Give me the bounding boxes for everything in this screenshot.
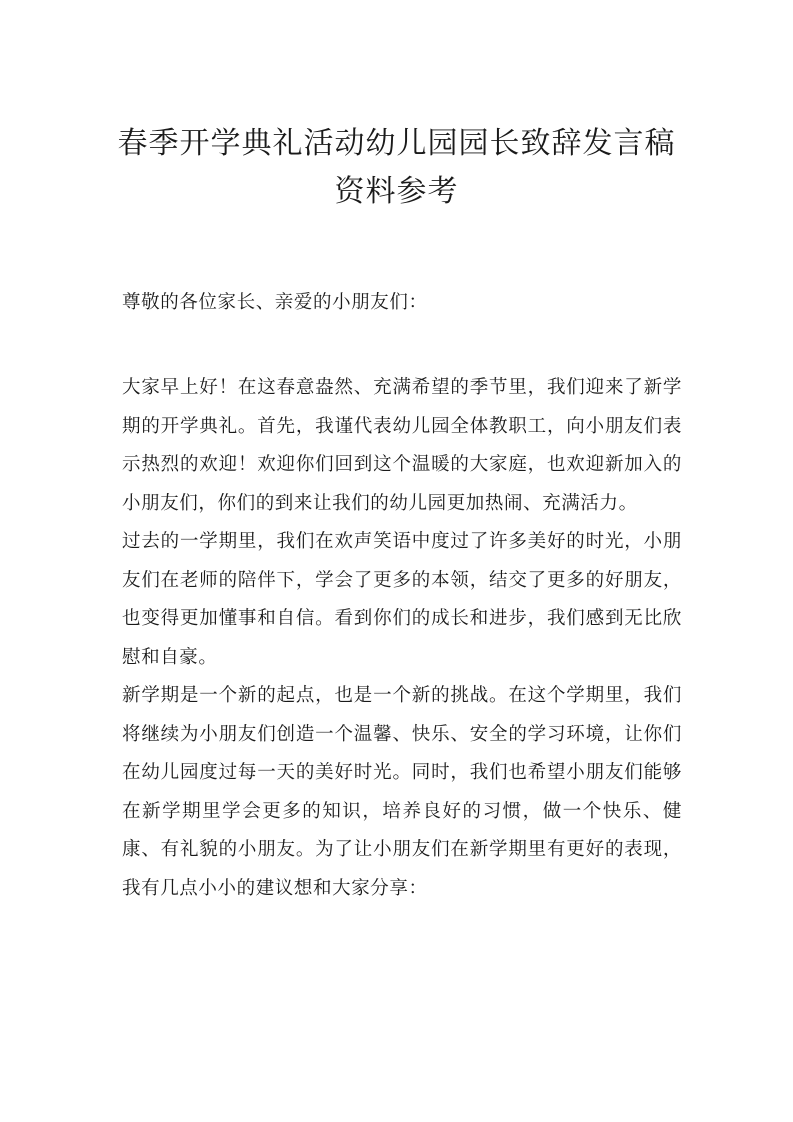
paragraph-greeting: 大家早上好！在这春意盎然、充满希望的季节里，我们迎来了新学期的开学典礼。首先，我谨代表幼儿园全体教职工，向小朋友们表示热烈的欢迎！欢迎你们回到这个温暖的大家庭，也欢迎新加入的小朋友们，你们的到来让我们的幼儿园更加热闹、充满活力。 bbox=[122, 377, 682, 514]
body-paragraphs bbox=[122, 369, 682, 908]
document-subtitle: 资料参考 bbox=[334, 174, 459, 209]
paragraph-last-term: 过去的一学期里，我们在欢声笑语中度过了许多美好的时光，小朋友们在老师的陪伴下，学会了更多的本领，结交了更多的好朋友，也变得更加懂事和自信。看到你们的成长和进步，我们感到无比欣慰和自豪。 bbox=[122, 531, 682, 668]
paragraph-new-term: 新学期是一个新的起点，也是一个新的挑战。在这个学期里，我们将继续为小朋友们创造一个温馨、快乐、安全的学习环境，让你们在幼儿园度过每一天的美好时光。同时，我们也希望小朋友们能够在新学期里学会更多的知识，培养良好的习惯，做一个快乐、健康、有礼貌的小朋友。为了让小朋友们在新学期里有更好的表现，我有几点小小的建议想和大家分享： bbox=[122, 685, 682, 899]
salutation: 尊敬的各位家长、亲爱的小朋友们： bbox=[122, 292, 428, 313]
document-title: 春季开学典礼活动幼儿园园长致辞发言稿 bbox=[117, 126, 676, 161]
